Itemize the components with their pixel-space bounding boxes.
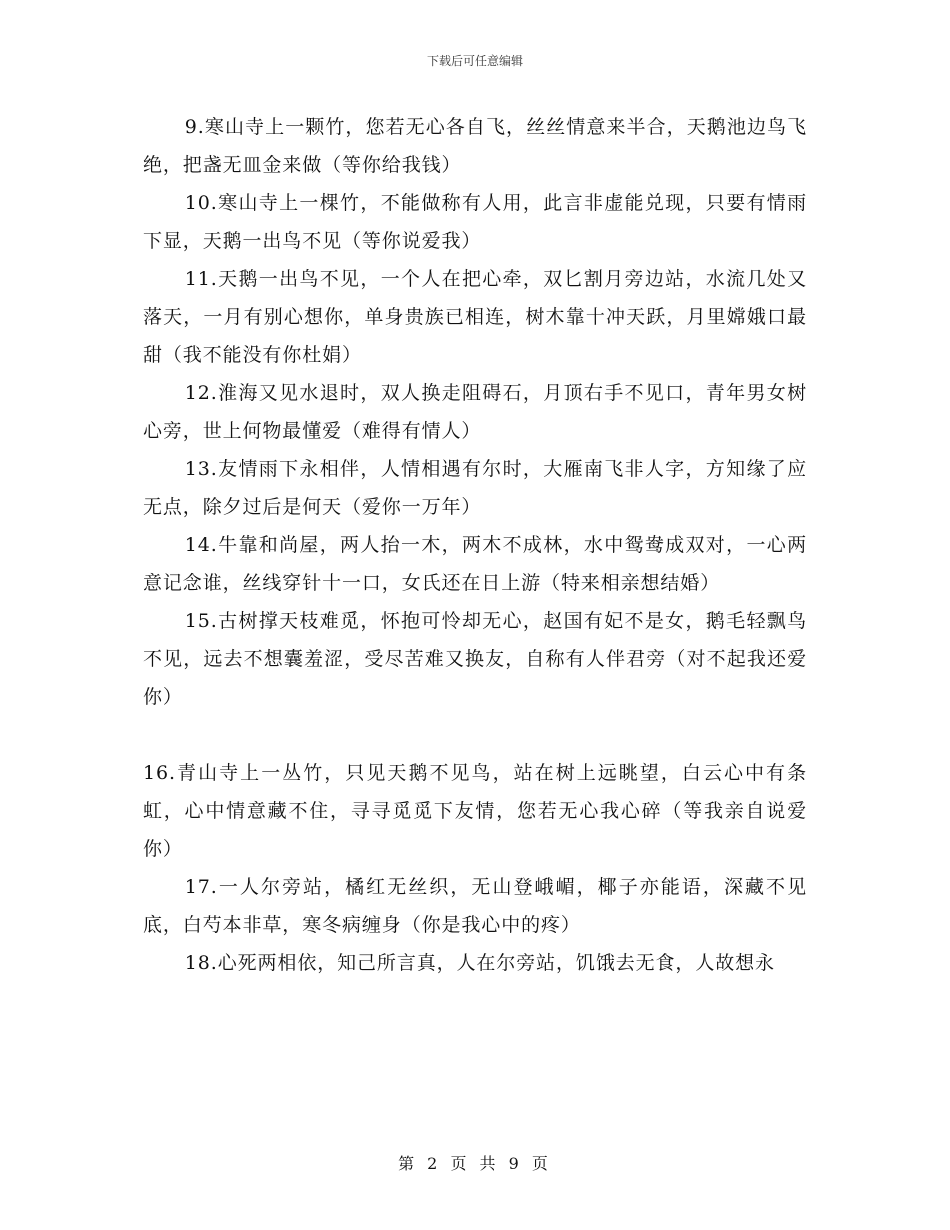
paragraph-14: 14.牛靠和尚屋，两人抬一木，两木不成林，水中鸳鸯成双对，一心两意记念谁，丝线穿针十一口，女氏还在日上游（特来相亲想结婚） (143, 534, 807, 594)
blank-line (143, 716, 807, 754)
paragraph-10: 10.寒山寺上一棵竹，不能做称有人用，此言非虚能兑现，只要有情雨下显，天鹅一出鸟不见（等你说爱我） (143, 192, 807, 252)
paragraph-13: 13.友情雨下永相伴，人情相遇有尔时，大雁南飞非人字，方知缘了应无点，除夕过后是何天（爱你一万年） (143, 458, 807, 518)
paragraph-9: 9.寒山寺上一颗竹，您若无心各自飞，丝丝情意来半合，天鹅池边鸟飞绝，把盏无皿金来做（等你给我钱） (143, 116, 807, 176)
document-body (143, 108, 807, 982)
paragraph-18: 18.心死两相依，知己所言真，人在尔旁站，饥饿去无食，人故想永 (184, 952, 775, 974)
paragraph-16: 16.青山寺上一丛竹，只见天鹅不见鸟，站在树上远眺望，白云心中有条虹，心中情意藏不住，寻寻觅觅下友情，您若无心我心碎（等我亲自说爱你） (143, 762, 807, 860)
paragraph-17: 17.一人尔旁站，橘红无丝织，无山登峨嵋，椰子亦能语，深藏不见底，白芍本非草，寒冬病缠身（你是我心中的疼） (143, 876, 807, 936)
page-header: 下载后可任意编辑 (426, 54, 523, 68)
page-footer: 第 2 页 共 9 页 (398, 1154, 552, 1173)
paragraph-15: 15.古树撑天枝难觅，怀抱可怜却无心，赵国有妃不是女，鹅毛轻飘鸟不见，远去不想囊羞涩，受尽苦难又换友，自称有人伴君旁（对不起我还爱你） (143, 610, 807, 708)
paragraph-12: 12.淮海又见水退时，双人换走阻碍石，月顶右手不见口，青年男女树心旁，世上何物最懂爱（难得有情人） (143, 382, 807, 442)
paragraph-11: 11.天鹅一出鸟不见，一个人在把心牵，双匕割月旁边站，水流几处又落天，一月有别心想你，单身贵族已相连，树木靠十冲天跃，月里嫦娥口最甜（我不能没有你杜娟） (143, 268, 807, 366)
